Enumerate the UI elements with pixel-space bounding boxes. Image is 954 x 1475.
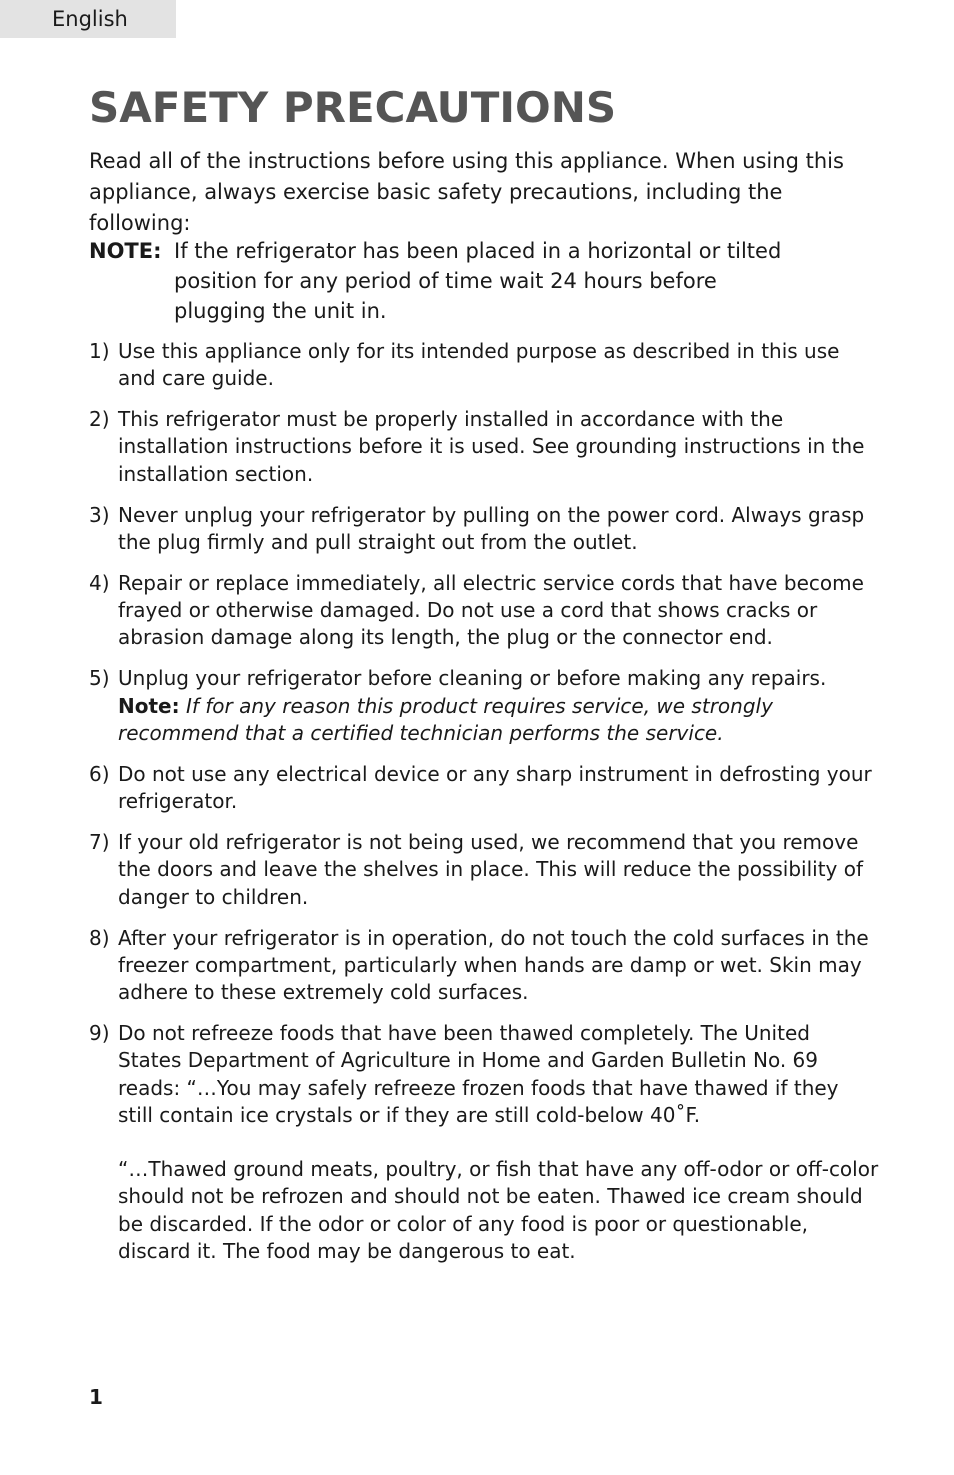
list-item-text: Use this appliance only for its intended purpose as described in this use and care guide.: [118, 339, 840, 391]
list-item: [89, 338, 879, 393]
list-item-text: Do not use any electrical device or any sharp instrument in defrosting your refrigerator.: [118, 761, 872, 814]
list-item-number: 9): [89, 1020, 110, 1045]
list-item-text: Never unplug your refrigerator by pulling on the power cord. Always grasp the plug firmly and pull straight out from the outlet.: [118, 502, 865, 554]
language-tab: [0, 0, 176, 38]
page-title: SAFETY PRECAUTIONS: [89, 83, 617, 132]
list-item-text: This refrigerator must be properly installed in accordance with the installation instructions before it is used. See grounding instructions in the installation section.: [118, 407, 865, 486]
list-item-text: Repair or replace immediately, all electric service cords that have become frayed or otherwise damaged. Do not use a cord that shows cracks or abrasion damage along its length, the plug or the connector end.: [118, 570, 864, 650]
list-item-text: After your refrigerator is in operation, do not touch the cold surfaces in the freezer compartment, particularly when hands are damp or wet. Skin may adhere to these extremely cold surfaces.: [118, 925, 869, 1005]
language-label: English: [52, 7, 128, 31]
list-item-number: 1): [89, 339, 110, 363]
note-label: NOTE:: [89, 239, 162, 263]
intro-paragraph: Read all of the instructions before using this appliance. When using this appliance, always exercise basic safety precautions, including the following:: [89, 149, 844, 235]
list-item: [89, 570, 879, 652]
list-item: [89, 925, 879, 1007]
list-item: [89, 1020, 879, 1265]
list-item-text-continued: “…Thawed ground meats, poultry, or fish that have any off-odor or off-color should not be refrozen and should not be eaten. Thawed ice cream should be discarded. If the odor or color of any food is poor or questionable, discard it. The food may be dangerous to eat.: [118, 1157, 879, 1264]
list-item-text: If your old refrigerator is not being used, we recommend that you remove the doors and leave the shelves in place. This will reduce the possibility of danger to children.: [118, 830, 864, 909]
list-item-number: 7): [89, 830, 110, 855]
list-item: [89, 761, 879, 816]
list-item: [89, 406, 879, 488]
list-item-text: Unplug your refrigerator before cleaning or before making any repairs.: [118, 666, 827, 691]
paragraph-gap: [118, 1129, 879, 1156]
list-item-number: 8): [89, 925, 110, 950]
list-item-text: Do not refreeze foods that have been thawed completely. The United States Department of Agriculture in Home and Garden Bulletin No. 69 reads: “…You may safely refreeze frozen foods that have thawed if they still contain ice crystals or if they are still cold-below 40˚F.: [118, 1020, 839, 1127]
item-note-label: Note:: [118, 693, 180, 718]
list-item-number: 4): [89, 570, 110, 595]
note-text: If the refrigerator has been placed in a horizontal or tilted position for any period of time wait 24 hours before plugging the unit in.: [174, 239, 782, 323]
list-item: [89, 665, 879, 747]
list-item: [89, 502, 879, 557]
list-item-number: 5): [89, 666, 110, 691]
list-item-number: 2): [89, 407, 110, 432]
list-item: [89, 829, 879, 911]
page-number: 1: [89, 1385, 103, 1409]
item-note-text: If for any reason this product requires service, we strongly recommend that a certified technician performs the service.: [118, 693, 773, 745]
list-item-number: 6): [89, 761, 110, 786]
list-item-number: 3): [89, 502, 110, 527]
safety-list: [89, 338, 879, 1279]
note-block: [89, 236, 879, 323]
